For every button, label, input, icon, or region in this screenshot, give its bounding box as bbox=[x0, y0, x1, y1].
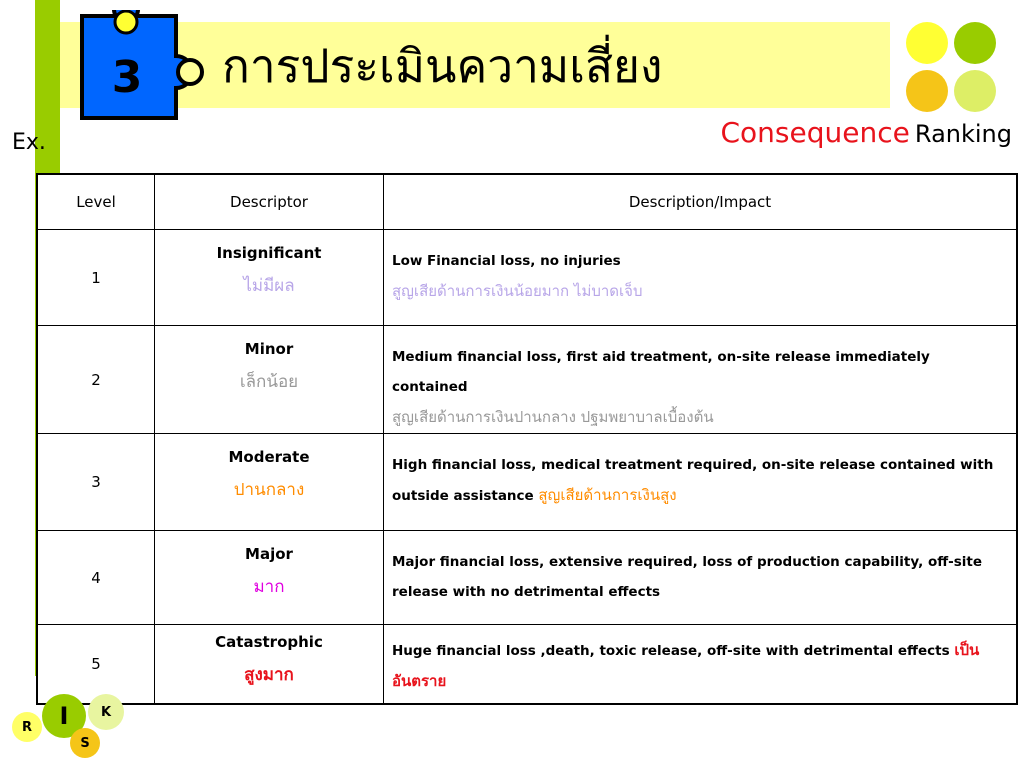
subtitle bbox=[720, 116, 1012, 149]
descriptor-th: ไม่มีผล bbox=[243, 276, 295, 296]
impact-cell bbox=[384, 230, 1018, 326]
header-impact: Description/Impact bbox=[384, 174, 1018, 230]
dot-yellow bbox=[906, 22, 948, 64]
impact-cell bbox=[384, 326, 1018, 434]
impact-th: สูญเสียด้านการเงินน้อยมาก ไม่บาดเจ็บ bbox=[392, 282, 643, 300]
impact-cell bbox=[384, 625, 1018, 704]
consequence-ranking-table bbox=[36, 173, 1018, 705]
descriptor-cell bbox=[155, 531, 384, 625]
impact-th: สูญเสียด้านการเงินสูง bbox=[538, 486, 677, 504]
impact-en: Huge financial loss ,death, toxic release, off-site with detrimental effects bbox=[392, 643, 950, 659]
subtitle-ranking: Ranking bbox=[914, 120, 1012, 148]
descriptor-th: เล็กน้อย bbox=[239, 372, 299, 392]
table-header-row bbox=[37, 174, 1017, 230]
logo-letter-k: K bbox=[88, 694, 124, 730]
descriptor-cell bbox=[155, 625, 384, 704]
puzzle-piece-icon bbox=[78, 10, 218, 122]
risk-logo bbox=[8, 690, 138, 766]
descriptor-en: Moderate bbox=[228, 448, 310, 466]
descriptor-en: Major bbox=[245, 545, 293, 563]
impact-en: High financial loss, medical treatment required, on-site release contained with outside assistance bbox=[392, 457, 994, 504]
dot-lime bbox=[954, 70, 996, 112]
table-row bbox=[37, 434, 1017, 531]
logo-letter-i: I bbox=[42, 694, 86, 738]
impact-cell bbox=[384, 531, 1018, 625]
descriptor-th: สูงมาก bbox=[244, 665, 294, 685]
descriptor-cell bbox=[155, 326, 384, 434]
level-cell: 3 bbox=[37, 434, 155, 531]
dot-green bbox=[954, 22, 996, 64]
example-label: Ex. bbox=[12, 130, 46, 155]
level-cell: 1 bbox=[37, 230, 155, 326]
impact-th: สูญเสียด้านการเงินปานกลาง ปฐมพยาบาลเบื้องต้น bbox=[392, 408, 714, 426]
table-row bbox=[37, 625, 1017, 704]
descriptor-cell bbox=[155, 434, 384, 531]
descriptor-cell bbox=[155, 230, 384, 326]
level-cell: 4 bbox=[37, 531, 155, 625]
level-cell: 5 bbox=[37, 625, 155, 704]
descriptor-th: ปานกลาง bbox=[233, 480, 305, 500]
impact-en: Medium financial loss, first aid treatment, on-site release immediately contained bbox=[392, 349, 930, 395]
logo-letter-s: S bbox=[70, 728, 100, 758]
descriptor-en: Insignificant bbox=[216, 244, 322, 262]
descriptor-th: มาก bbox=[253, 577, 285, 597]
header-descriptor: Descriptor bbox=[155, 174, 384, 230]
page-title: การประเมินความเสี่ยง bbox=[222, 39, 663, 93]
header-level: Level bbox=[37, 174, 155, 230]
table-row bbox=[37, 230, 1017, 326]
level-cell: 2 bbox=[37, 326, 155, 434]
table-row bbox=[37, 326, 1017, 434]
subtitle-consequence: Consequence bbox=[720, 116, 910, 149]
impact-en: Major financial loss, extensive required, loss of production capability, off-site release with no detrimental effects bbox=[392, 554, 983, 600]
impact-en: Low Financial loss, no injuries bbox=[392, 253, 621, 269]
slide-number: 3 bbox=[111, 52, 143, 103]
dot-gold bbox=[906, 70, 948, 112]
table-row bbox=[37, 531, 1017, 625]
descriptor-en: Minor bbox=[244, 340, 294, 358]
impact-cell bbox=[384, 434, 1018, 531]
logo-letter-r: R bbox=[12, 712, 42, 742]
impact-th: เป็นอันตราย bbox=[392, 641, 980, 690]
decorative-dots bbox=[904, 20, 1000, 114]
descriptor-en: Catastrophic bbox=[215, 633, 323, 651]
